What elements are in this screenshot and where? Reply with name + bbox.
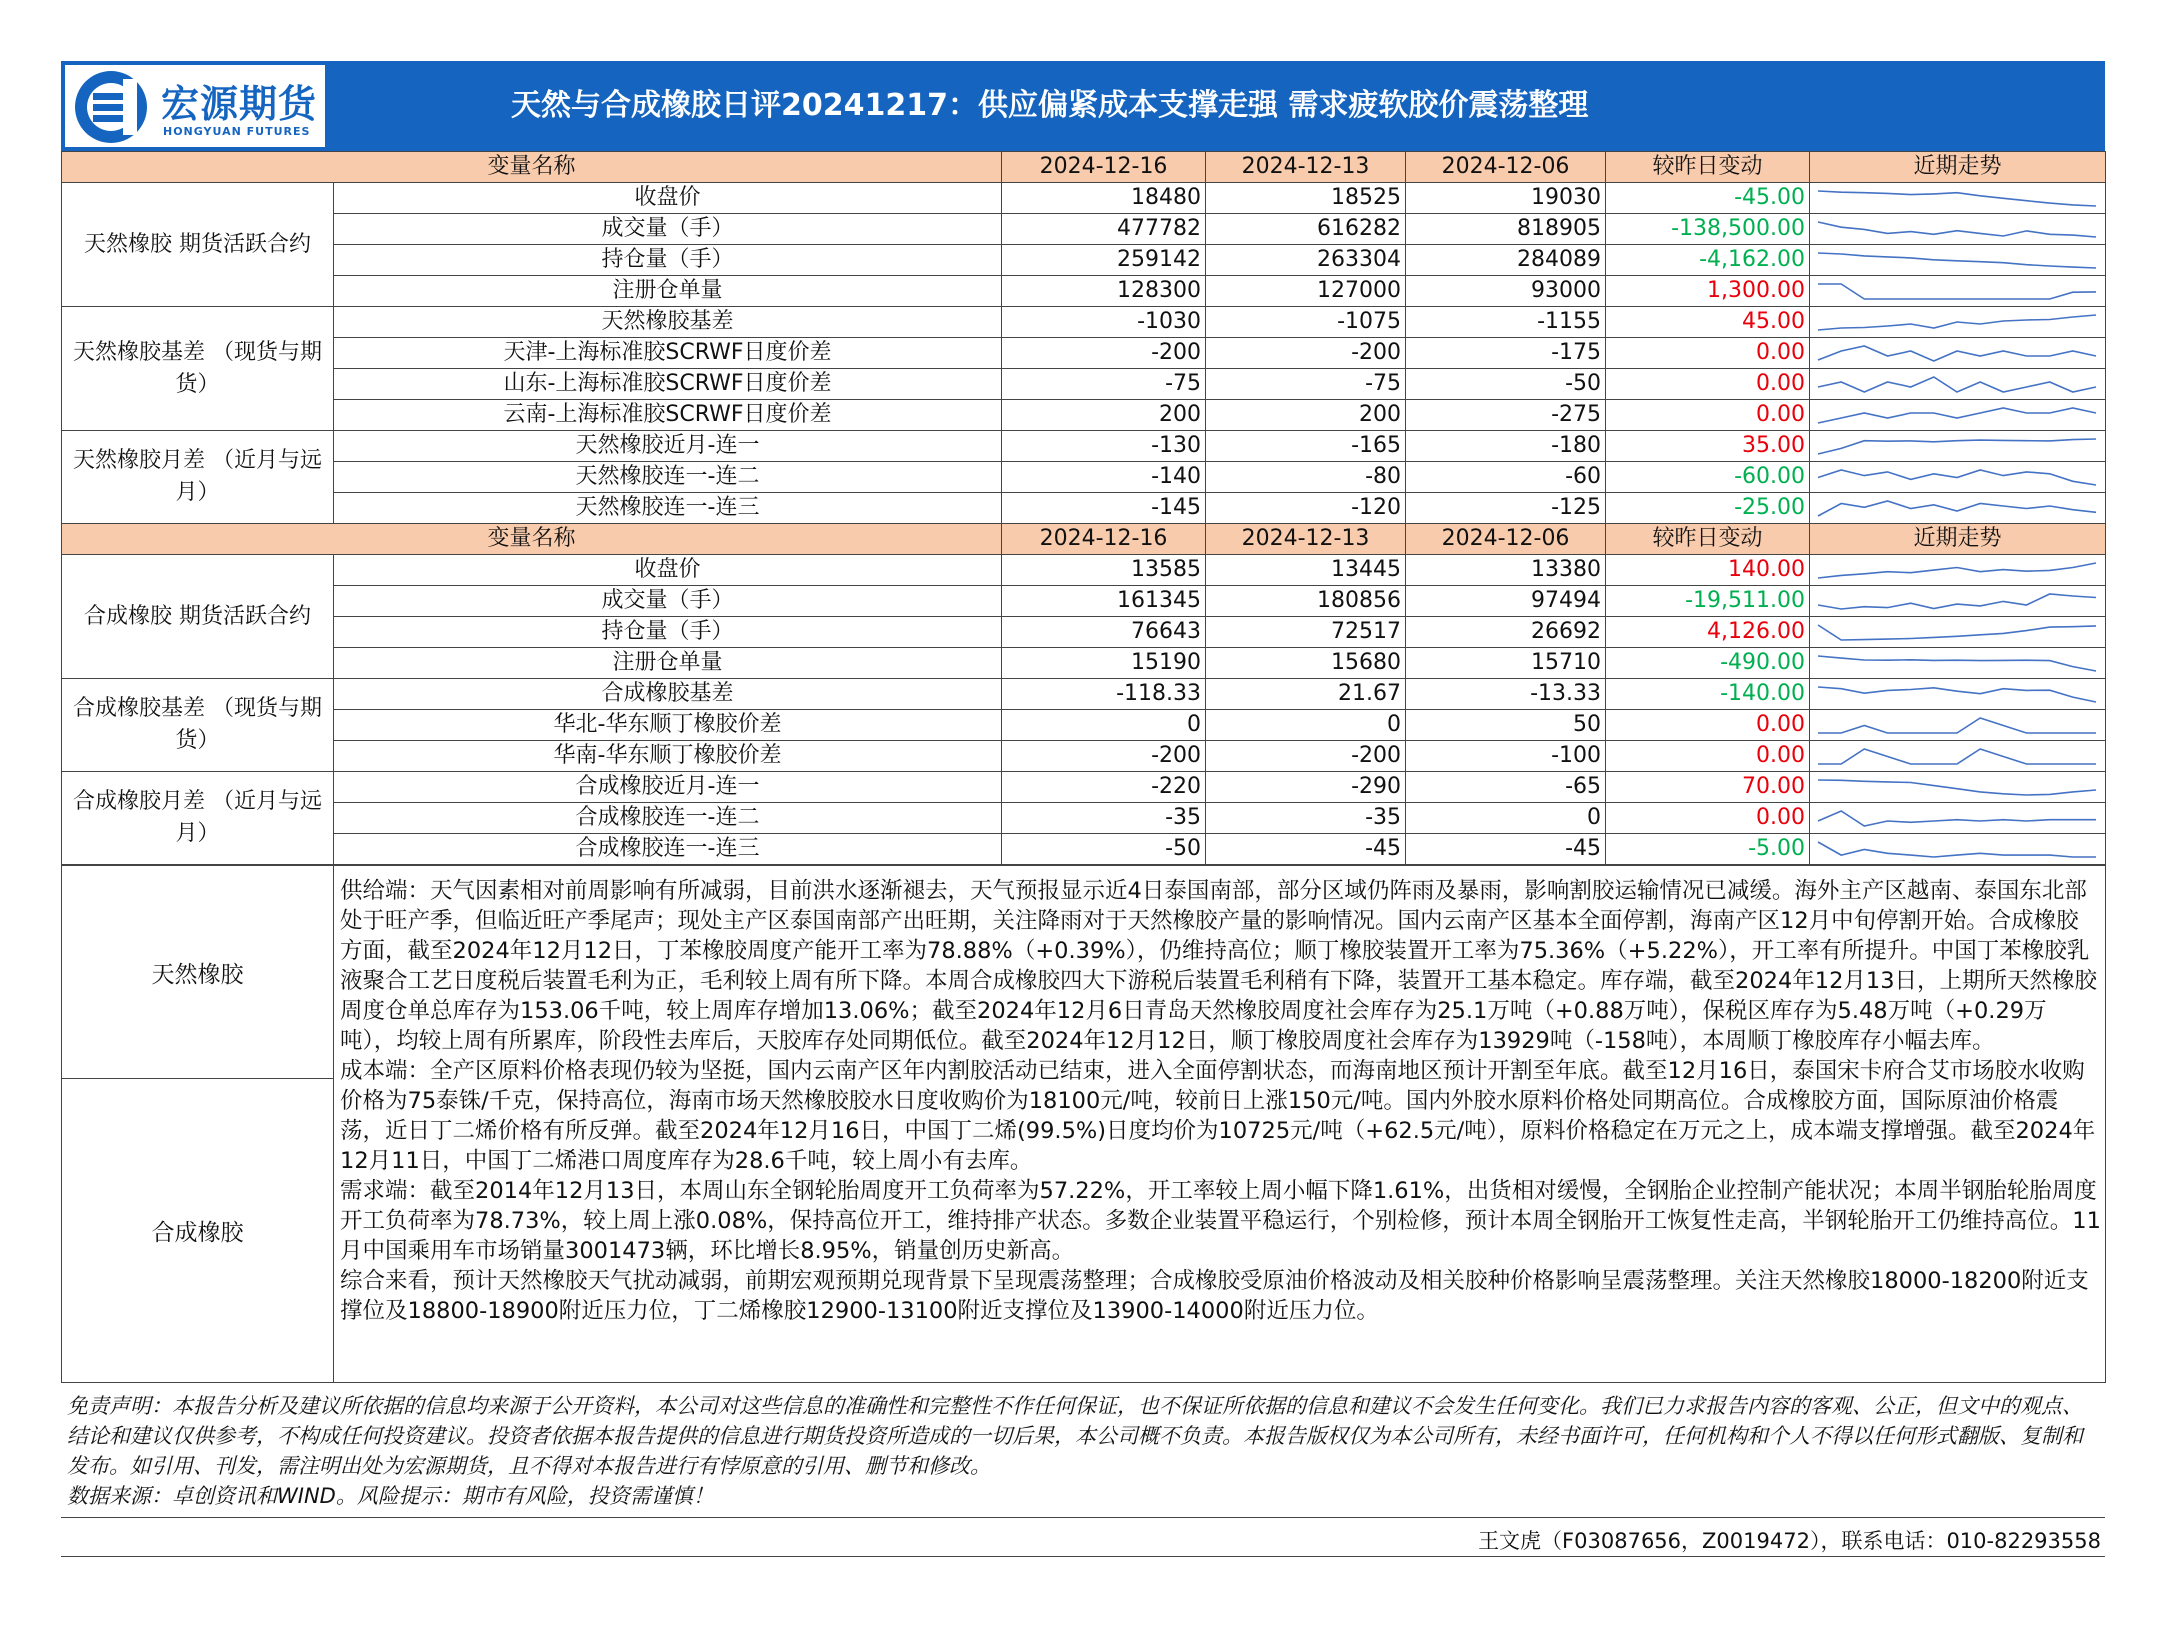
column-header-name: 变量名称 [62,152,1002,183]
daily-change: 0.00 [1606,369,1810,400]
sparkline-series [1818,439,2096,454]
daily-change: -4,162.00 [1606,245,1810,276]
value-2024-12-16: -220 [1002,772,1206,803]
variable-name: 天然橡胶连一-连二 [334,462,1002,493]
variable-name: 注册仓单量 [334,648,1002,679]
trend-sparkline [1810,648,2106,679]
sparkline-chart [1810,246,2104,275]
sparkline-chart [1810,401,2104,430]
sparkline-chart [1810,432,2104,461]
daily-change: -19,511.00 [1606,586,1810,617]
value-2024-12-06: -50 [1406,369,1606,400]
value-2024-12-06: 0 [1406,803,1606,834]
sparkline-series [1818,749,2096,764]
daily-change: 4,126.00 [1606,617,1810,648]
table-row [62,648,2106,679]
value-2024-12-13: -200 [1206,741,1406,772]
variable-name: 华南-华东顺丁橡胶价差 [334,741,1002,772]
value-2024-12-13: 21.67 [1206,679,1406,710]
sparkline-series [1818,842,2096,857]
value-2024-12-16: 128300 [1002,276,1206,307]
trend-sparkline [1810,555,2106,586]
variable-name: 天然橡胶基差 [334,307,1002,338]
sparkline-chart [1810,556,2104,585]
table-row [62,183,2106,214]
trend-sparkline [1810,276,2106,307]
logo-english-text: HONGYUAN FUTURES [163,125,311,138]
daily-change: 0.00 [1606,803,1810,834]
daily-change: 1,300.00 [1606,276,1810,307]
value-2024-12-13: 616282 [1206,214,1406,245]
group-label: 天然橡胶基差 （现货与期货） [62,307,334,431]
daily-change: -140.00 [1606,679,1810,710]
commentary-paragraph-summary: 综合来看，预计天然橡胶天气扰动减弱，前期宏观预期兑现背景下呈现震荡整理；合成橡胶受原油价格波动及相关胶种价格影响呈震荡整理。关注天然橡胶18000-18200附近支撑位及18800-18900附近压力位，丁二烯橡胶12900-13100附近支撑位及13900-14000附近压力位。 [340,1268,2089,1324]
value-2024-12-16: 0 [1002,710,1206,741]
daily-change: 70.00 [1606,772,1810,803]
commentary-label-natural: 天然橡胶 [62,866,334,1079]
sparkline-chart [1810,308,2104,337]
trend-sparkline [1810,369,2106,400]
sparkline-series [1818,656,2096,671]
trend-sparkline [1810,307,2106,338]
value-2024-12-16: 161345 [1002,586,1206,617]
value-2024-12-06: -175 [1406,338,1606,369]
value-2024-12-16: -1030 [1002,307,1206,338]
table-row [62,338,2106,369]
value-2024-12-06: -60 [1406,462,1606,493]
variable-name: 天津-上海标准胶SCRWF日度价差 [334,338,1002,369]
column-header-chg: 较昨日变动 [1606,152,1810,183]
report-title: 天然与合成橡胶日评20241217：供应偏紧成本支撑走强 需求疲软胶价震荡整理 [511,88,1589,123]
value-2024-12-16: -200 [1002,741,1206,772]
sparkline-series [1818,594,2096,609]
sparkline-series [1818,563,2096,578]
trend-sparkline [1810,462,2106,493]
sparkline-series [1818,501,2096,516]
value-2024-12-06: -100 [1406,741,1606,772]
table-row [62,493,2106,524]
value-2024-12-13: -200 [1206,338,1406,369]
value-2024-12-06: -1155 [1406,307,1606,338]
group-label: 合成橡胶 期货活跃合约 [62,555,334,679]
trend-sparkline [1810,679,2106,710]
table-row [62,617,2106,648]
value-2024-12-16: -200 [1002,338,1206,369]
column-header-name: 变量名称 [62,524,1002,555]
author-contact: 王文虎（F03087656，Z0019472），联系电话：010-82293558 [61,1518,2105,1557]
commentary-label-synthetic: 合成橡胶 [62,1079,334,1383]
trend-sparkline [1810,338,2106,369]
group-label: 合成橡胶基差 （现货与期货） [62,679,334,772]
value-2024-12-13: 13445 [1206,555,1406,586]
trend-sparkline [1810,772,2106,803]
sparkline-chart [1810,680,2104,709]
trend-sparkline [1810,183,2106,214]
trend-sparkline [1810,493,2106,524]
variable-name: 持仓量（手） [334,617,1002,648]
value-2024-12-13: -80 [1206,462,1406,493]
trend-sparkline [1810,803,2106,834]
value-2024-12-16: 477782 [1002,214,1206,245]
variable-name: 合成橡胶连一-连三 [334,834,1002,865]
sparkline-series [1818,687,2096,702]
table-row [62,586,2106,617]
variable-name: 天然橡胶近月-连一 [334,431,1002,462]
column-header-d3: 2024-12-06 [1406,524,1606,555]
value-2024-12-06: 19030 [1406,183,1606,214]
value-2024-12-16: -145 [1002,493,1206,524]
value-2024-12-13: -75 [1206,369,1406,400]
value-2024-12-13: -1075 [1206,307,1406,338]
value-2024-12-06: 15710 [1406,648,1606,679]
data-table [61,151,2106,865]
table-row [62,214,2106,245]
value-2024-12-16: 259142 [1002,245,1206,276]
daily-change: 45.00 [1606,307,1810,338]
value-2024-12-13: 180856 [1206,586,1406,617]
sparkline-series [1818,811,2096,826]
commentary-paragraph-demand: 需求端：截至2014年12月13日，本周山东全钢轮胎周度开工负荷率为57.22%，开工率较上周小幅下降1.61%，出货相对缓慢，全钢胎企业控制产能状况；本周半钢胎轮胎周度开工负荷率为78.73%，较上周上涨0.08%，保持高位开工，维持排产状态。多数企业装置平稳运行，个别检修，预计本周全钢胎开工恢复性走高，半钢轮胎开工仍维持高位。11月中国乘用车市场销量3001473辆，环比增长8.95%，销量创历史新高。 [340,1178,2101,1264]
daily-change: 0.00 [1606,338,1810,369]
daily-change: -25.00 [1606,493,1810,524]
value-2024-12-13: 200 [1206,400,1406,431]
value-2024-12-16: 13585 [1002,555,1206,586]
trend-sparkline [1810,245,2106,276]
variable-name: 云南-上海标准胶SCRWF日度价差 [334,400,1002,431]
trend-sparkline [1810,214,2106,245]
sparkline-series [1818,625,2096,640]
value-2024-12-06: 13380 [1406,555,1606,586]
group-label: 天然橡胶月差 （近月与远月） [62,431,334,524]
daily-change: -45.00 [1606,183,1810,214]
sparkline-series [1818,408,2096,423]
commentary-paragraph-cost: 成本端：全产区原料价格表现仍较为坚挺，国内云南产区年内割胶活动已结束，进入全面停割状态，而海南地区预计开割至年底。截至12月16日，泰国宋卡府合艾市场胶水收购价格为75泰铢/千克，保持高位，海南市场天然橡胶胶水日度收购价为18100元/吨，较前日上涨150元/吨。国内外胶水原料价格处同期高位。合成橡胶方面，国际原油价格震荡，近日丁二烯价格有所反弹。截至2024年12月16日，中国丁二烯(99.5%)日度均价为10725元/吨（+62.5元/吨），原料价格稳定在万元之上，成本端支撑增强。截至2024年12月11日，中国丁二烯港口周度库存为28.6千吨，较上周小有去库。 [340,1058,2096,1174]
column-header-d1: 2024-12-16 [1002,152,1206,183]
logo-chinese-text: 宏源期货 [161,82,318,126]
daily-change: -490.00 [1606,648,1810,679]
value-2024-12-13: -165 [1206,431,1406,462]
disclaimer-text: 免责声明：本报告分析及建议所依据的信息均来源于公开资料，本公司对这些信息的准确性和完整性不作任何保证，也不保证所依据的信息和建议不会发生任何变化。我们已力求报告内容的客观、公正，但文中的观点、结论和建议仅供参考，不构成任何投资建议。投资者依据本报告提供的信息进行期货投资所造成的一切后果，本公司概不负责。本报告版权仅为本公司所有，未经书面许可，任何机构和个人不得以任何形式翻版、复制和发布。如引用、刊发，需注明出处为宏源期货，且不得对本报告进行有悖原意的引用、删节和修改。 [67,1394,2083,1478]
variable-name: 华北-华东顺丁橡胶价差 [334,710,1002,741]
column-header-chg: 较昨日变动 [1606,524,1810,555]
column-header-d3: 2024-12-06 [1406,152,1606,183]
sparkline-series [1818,253,2096,268]
sparkline-series [1818,191,2096,206]
sparkline-series [1818,284,2096,299]
value-2024-12-13: 18525 [1206,183,1406,214]
variable-name: 持仓量（手） [334,245,1002,276]
sparkline-series [1818,780,2096,795]
sparkline-chart [1810,339,2104,368]
value-2024-12-06: -13.33 [1406,679,1606,710]
trend-sparkline [1810,617,2106,648]
table-row [62,834,2106,865]
daily-change: 0.00 [1606,741,1810,772]
table-row [62,431,2106,462]
variable-name: 合成橡胶基差 [334,679,1002,710]
commentary-table [61,865,2106,1383]
group-label: 合成橡胶月差 （近月与远月） [62,772,334,865]
disclaimer [61,1383,2105,1518]
sparkline-chart [1810,618,2104,647]
value-2024-12-13: -35 [1206,803,1406,834]
table-row [62,772,2106,803]
value-2024-12-16: -140 [1002,462,1206,493]
sparkline-chart [1810,742,2104,771]
value-2024-12-13: 0 [1206,710,1406,741]
group-label: 天然橡胶 期货活跃合约 [62,183,334,307]
report-header [61,61,2105,151]
sparkline-chart [1810,494,2104,523]
sparkline-chart [1810,463,2104,492]
sparkline-series [1818,222,2096,237]
sparkline-series [1818,377,2096,392]
column-header-d2: 2024-12-13 [1206,152,1406,183]
sparkline-chart [1810,277,2104,306]
sparkline-series [1818,315,2096,330]
table-row [62,679,2106,710]
report-page [61,61,2105,1557]
hongyuan-logo-icon [73,69,149,145]
table-row [62,369,2106,400]
sparkline-chart [1810,370,2104,399]
value-2024-12-06: 284089 [1406,245,1606,276]
trend-sparkline [1810,710,2106,741]
sparkline-chart [1810,587,2104,616]
value-2024-12-13: 72517 [1206,617,1406,648]
daily-change: -5.00 [1606,834,1810,865]
variable-name: 成交量（手） [334,586,1002,617]
trend-sparkline [1810,431,2106,462]
value-2024-12-06: 50 [1406,710,1606,741]
value-2024-12-06: -125 [1406,493,1606,524]
table-row [62,555,2106,586]
column-header-d2: 2024-12-13 [1206,524,1406,555]
value-2024-12-16: -130 [1002,431,1206,462]
trend-sparkline [1810,834,2106,865]
variable-name: 成交量（手） [334,214,1002,245]
variable-name: 合成橡胶连一-连二 [334,803,1002,834]
sparkline-chart [1810,804,2104,833]
value-2024-12-16: -35 [1002,803,1206,834]
trend-sparkline [1810,586,2106,617]
value-2024-12-06: 818905 [1406,214,1606,245]
variable-name: 合成橡胶近月-连一 [334,772,1002,803]
value-2024-12-13: 263304 [1206,245,1406,276]
column-header-d1: 2024-12-16 [1002,524,1206,555]
variable-name: 山东-上海标准胶SCRWF日度价差 [334,369,1002,400]
commentary-text [334,866,2106,1383]
table-row [62,462,2106,493]
column-header-row [62,524,2106,555]
table-row [62,307,2106,338]
table-row [62,245,2106,276]
sparkline-series [1818,718,2096,733]
value-2024-12-16: -50 [1002,834,1206,865]
data-source-text: 数据来源：卓创资讯和WIND。风险提示：期市有风险，投资需谨慎！ [67,1484,714,1508]
daily-change: -138,500.00 [1606,214,1810,245]
commentary-paragraph-supply: 供给端：天气因素相对前周影响有所减弱，目前洪水逐渐褪去，天气预报显示近4日泰国南部，部分区域仍阵雨及暴雨，影响割胶运输情况已减缓。海外主产区越南、泰国东北部处于旺产季，但临近旺产季尾声；现处主产区泰国南部产出旺期，关注降雨对于天然橡胶产量的影响情况。国内云南产区基本全面停割，海南产区12月中旬停割开始。合成橡胶方面，截至2024年12月12日，丁苯橡胶周度产能开工率为78.88%（+0.39%），仍维持高位；顺丁橡胶装置开工率为75.36%（+5.22%），开工率有所提升。中国丁苯橡胶乳液聚合工艺日度税后装置毛利为正，毛利较上周有所下降。本周合成橡胶四大下游税后装置毛利稍有下降，装置开工基本稳定。库存端，截至2024年12月13日，上期所天然橡胶周度仓单总库存为153.06千吨，较上周库存增加13.06%；截至2024年12月6日青岛天然橡胶周度社会库存为25.1万吨（+0.88万吨），保税区库存为5.48万吨（+0.29万吨），均较上周有所累库，阶段性去库后，天胶库存处同期低位。截至2024年12月12日，顺丁橡胶周度社会库存为13929吨（-158吨），本周顺丁橡胶库存小幅去库。 [340,878,2098,1054]
table-row [62,741,2106,772]
value-2024-12-16: -75 [1002,369,1206,400]
sparkline-chart [1810,711,2104,740]
value-2024-12-13: -290 [1206,772,1406,803]
value-2024-12-16: 200 [1002,400,1206,431]
value-2024-12-06: -45 [1406,834,1606,865]
variable-name: 收盘价 [334,555,1002,586]
daily-change: 0.00 [1606,710,1810,741]
daily-change: 140.00 [1606,555,1810,586]
value-2024-12-16: -118.33 [1002,679,1206,710]
company-logo [65,65,325,147]
value-2024-12-13: 127000 [1206,276,1406,307]
sparkline-series [1818,470,2096,485]
trend-sparkline [1810,741,2106,772]
value-2024-12-13: -45 [1206,834,1406,865]
daily-change: -60.00 [1606,462,1810,493]
variable-name: 收盘价 [334,183,1002,214]
sparkline-chart [1810,649,2104,678]
table-row [62,400,2106,431]
table-row [62,276,2106,307]
sparkline-chart [1810,184,2104,213]
sparkline-chart [1810,215,2104,244]
sparkline-chart [1810,835,2104,864]
sparkline-chart [1810,773,2104,802]
value-2024-12-06: -65 [1406,772,1606,803]
value-2024-12-06: -180 [1406,431,1606,462]
value-2024-12-06: 93000 [1406,276,1606,307]
daily-change: 0.00 [1606,400,1810,431]
value-2024-12-06: 97494 [1406,586,1606,617]
column-header-trend: 近期走势 [1810,524,2106,555]
value-2024-12-06: -275 [1406,400,1606,431]
table-row [62,803,2106,834]
value-2024-12-13: 15680 [1206,648,1406,679]
sparkline-series [1818,346,2096,361]
variable-name: 注册仓单量 [334,276,1002,307]
value-2024-12-13: -120 [1206,493,1406,524]
value-2024-12-16: 15190 [1002,648,1206,679]
column-header-row [62,152,2106,183]
value-2024-12-06: 26692 [1406,617,1606,648]
trend-sparkline [1810,400,2106,431]
value-2024-12-16: 18480 [1002,183,1206,214]
variable-name: 天然橡胶连一-连三 [334,493,1002,524]
column-header-trend: 近期走势 [1810,152,2106,183]
daily-change: 35.00 [1606,431,1810,462]
table-row [62,710,2106,741]
value-2024-12-16: 76643 [1002,617,1206,648]
